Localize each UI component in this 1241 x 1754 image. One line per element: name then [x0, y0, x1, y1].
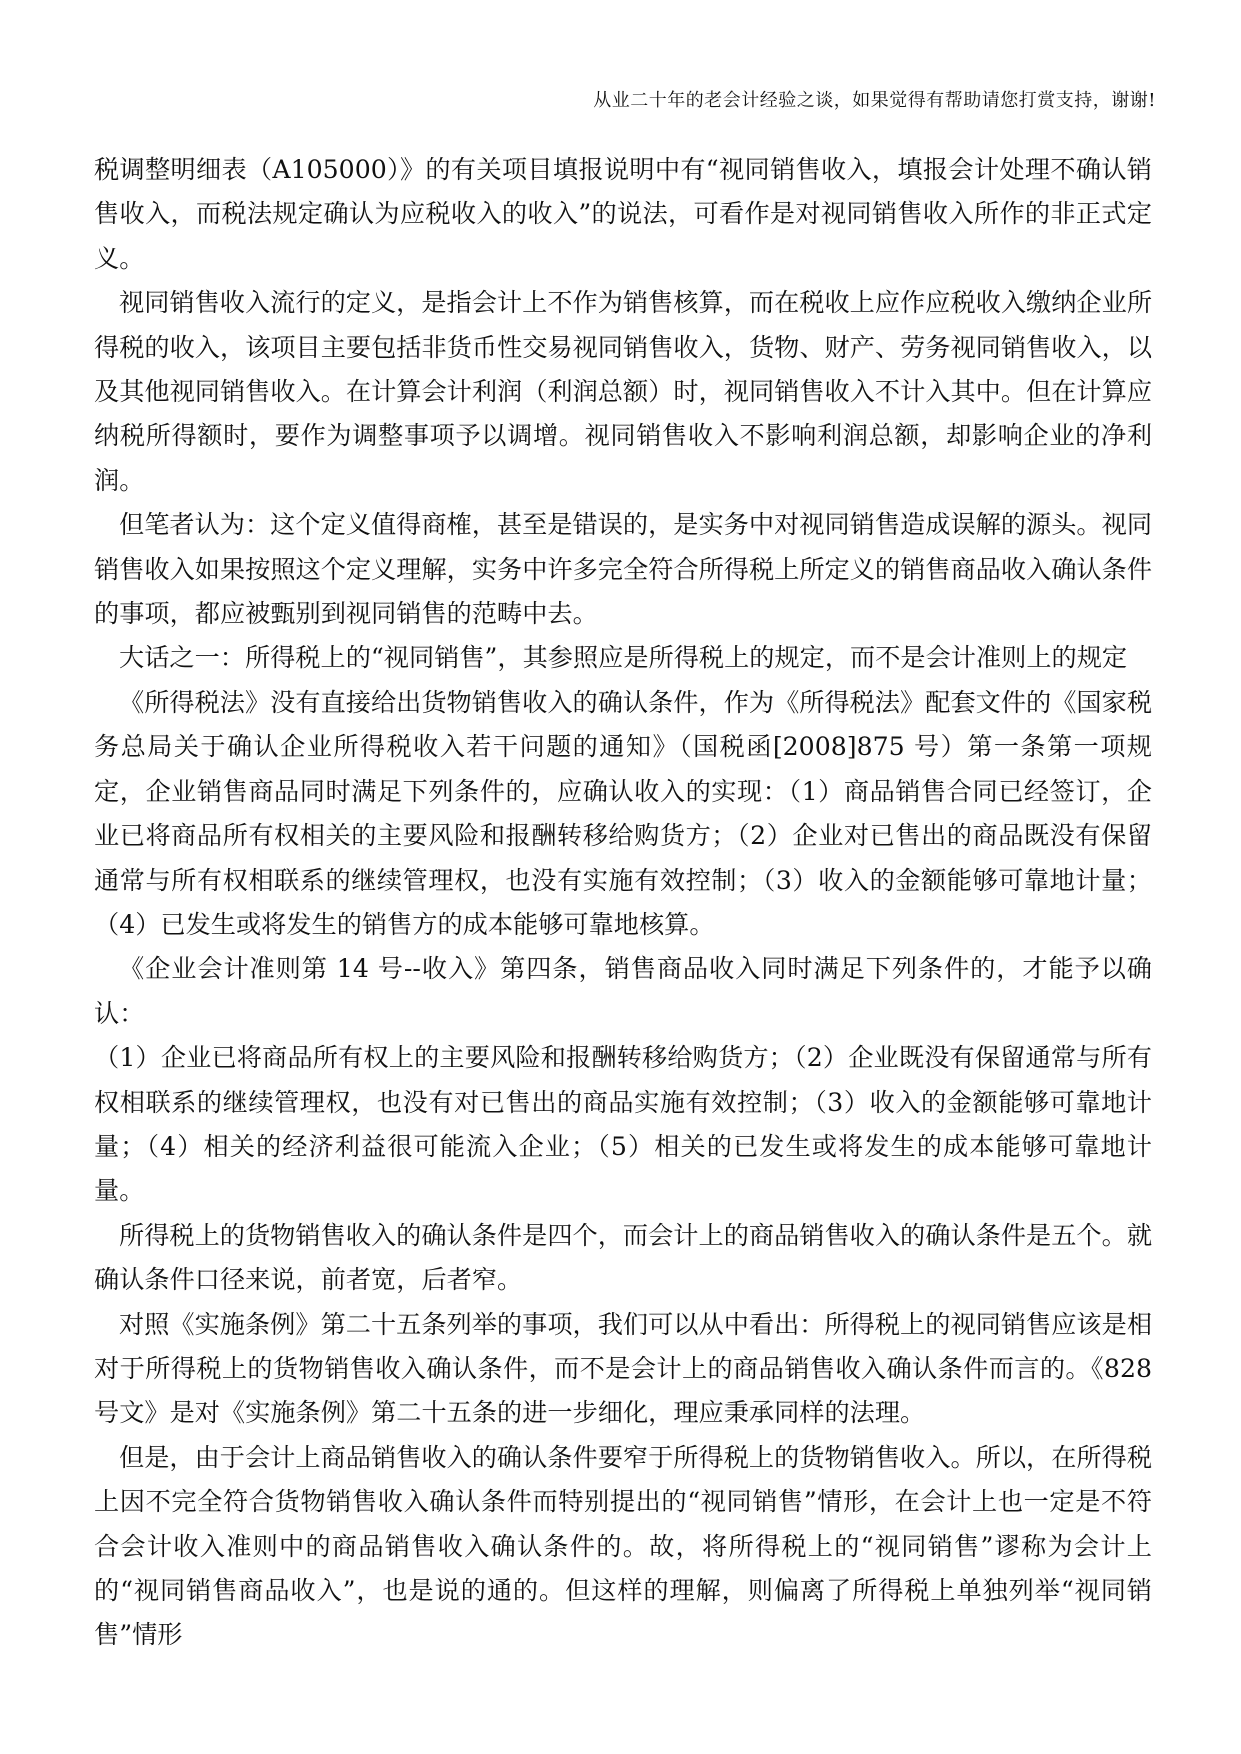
section-heading: 大话之一：所得税上的“视同销售”，其参照应是所得税上的规定，而不是会计准则上的规定	[119, 643, 1128, 673]
paragraph: 对照《实施条例》第二十五条列举的事项，我们可以从中看出：所得税上的视同销售应该是相对于所得税上的货物销售收入确认条件，而不是会计上的商品销售收入确认条件而言的。《828 号文》是对《实施条例》第二十五条的进一步细化，理应秉承同样的法理。	[94, 1309, 1152, 1428]
paragraph: 《企业会计准则第 14 号--收入》第四条，销售商品收入同时满足下列条件的，才能予以确认：	[94, 954, 1152, 1028]
paragraph: （1）企业已将商品所有权上的主要风险和报酬转移给购货方；（2）企业既没有保留通常与所有权相联系的继续管理权，也没有对已售出的商品实施有效控制；（3）收入的金额能够可靠地计量；（4）相关的经济利益很可能流入企业；（5）相关的已发生或将发生的成本能够可靠地计量。	[94, 1043, 1152, 1206]
paragraph: 所得税上的货物销售收入的确认条件是四个，而会计上的商品销售收入的确认条件是五个。就确认条件口径来说，前者宽，后者窄。	[94, 1220, 1152, 1295]
paragraph: 但笔者认为：这个定义值得商榷，甚至是错误的，是实务中对视同销售造成误解的源头。视同销售收入如果按照这个定义理解，实务中许多完全符合所得税上所定义的销售商品收入确认条件的事项，都应被甄别到视同销售的范畴中去。	[94, 510, 1152, 629]
paragraph: 《所得税法》没有直接给出货物销售收入的确认条件，作为《所得税法》配套文件的《国家税务总局关于确认企业所得税收入若干问题的通知》（国税函[2008]875 号）第一条第一项规定，企业销售商品同时满足下列条件的，应确认收入的实现：（1）商品销售合同已经签订，企业已将商品所有权相关的主要风险和报酬转移给购货方；（2）企业对已售出的商品既没有保留通常与所有权相联系的继续管理权，也没有实施有效控制；（3）收入的金额能够可靠地计量；（4）已发生或将发生的销售方的成本能够可靠地核算。	[94, 687, 1152, 939]
header-note: 从业二十年的老会计经验之谈，如果觉得有帮助请您打赏支持，谢谢!	[593, 90, 1156, 111]
paragraph: 视同销售收入流行的定义，是指会计上不作为销售核算，而在税收上应作应税收入缴纳企业所得税的收入，该项目主要包括非货币性交易视同销售收入，货物、财产、劳务视同销售收入，以及其他视同销售收入。在计算会计利润（利润总额）时，视同销售收入不计入其中。但在计算应纳税所得额时，要作为调整事项予以调增。视同销售收入不影响利润总额，却影响企业的净利润。	[94, 288, 1152, 495]
paragraph: 但是，由于会计上商品销售收入的确认条件要窄于所得税上的货物销售收入。所以，在所得税上因不完全符合货物销售收入确认条件而特别提出的“视同销售”情形，在会计上也一定是不符合会计收入准则中的商品销售收入确认条件的。故，将所得税上的“视同销售”谬称为会计上的“视同销售商品收入”，也是说的通的。但这样的理解，则偏离了所得税上单独列举“视同销售”情形	[94, 1442, 1152, 1650]
paragraph: 税调整明细表（A105000）》的有关项目填报说明中有“视同销售收入，填报会计处理不确认销售收入，而税法规定确认为应税收入的收入”的说法，可看作是对视同销售收入所作的非正式定义。	[94, 155, 1152, 273]
document-body	[94, 148, 1152, 1658]
